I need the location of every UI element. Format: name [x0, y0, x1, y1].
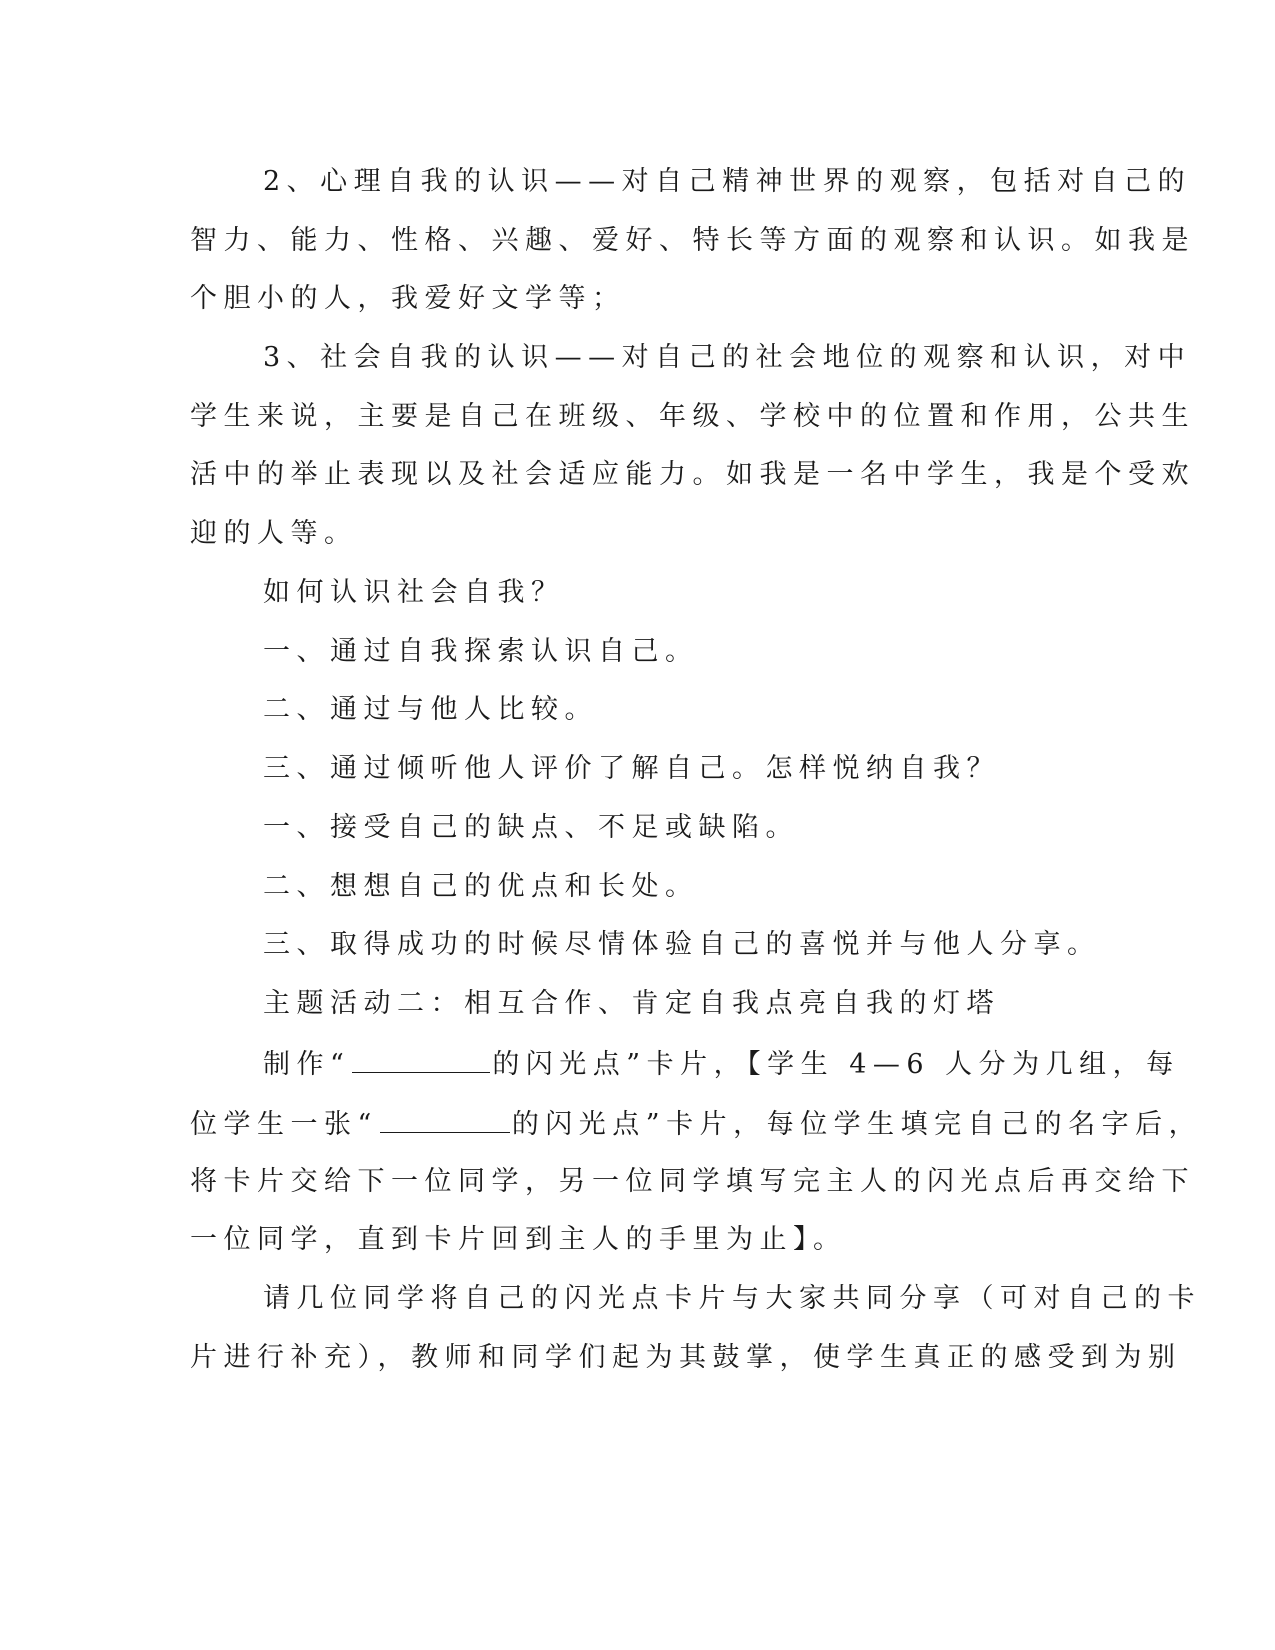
section-heading: 主题活动二：相互合作、肯定自我点亮自我的灯塔: [263, 988, 1000, 1019]
paragraph-line: 个胆小的人，我爱好文学等；: [190, 283, 626, 314]
fill-in-blank: [380, 1106, 510, 1133]
paragraph-line: 学生来说，主要是自己在班级、年级、学校中的位置和作用，公共生: [190, 401, 1195, 432]
paragraph-line: [263, 1046, 1180, 1082]
list-item: 一、接受自己的缺点、不足或缺陷。: [263, 812, 799, 843]
paragraph-line: 请几位同学将自己的闪光点卡片与大家共同分享（可对自己的卡: [263, 1283, 1201, 1314]
list-item: 二、想想自己的优点和长处。: [263, 871, 699, 902]
paragraph-line: 活中的举止表现以及社会适应能力。如我是一名中学生，我是个受欢: [190, 459, 1195, 490]
paragraph-line: 迎的人等。: [190, 518, 358, 549]
list-item: 一、通过自我探索认识自己。: [263, 636, 699, 667]
fill-in-blank: [352, 1046, 490, 1073]
list-item: 三、取得成功的时候尽情体验自己的喜悦并与他人分享。: [263, 929, 1101, 960]
list-item: 二、通过与他人比较。: [263, 694, 598, 725]
paragraph-line: 3、社会自我的认识——对自己的社会地位的观察和认识，对中: [263, 342, 1192, 373]
text-run: 的闪光点”卡片，每位学生填完自己的名字后，: [511, 1109, 1203, 1140]
text-run: 的闪光点”卡片，【学生 4—6 人分为几组，每: [492, 1049, 1180, 1080]
paragraph-line: 智力、能力、性格、兴趣、爱好、特长等方面的观察和认识。如我是: [190, 225, 1195, 256]
paragraph-line: 片进行补充），教师和同学们起为其鼓掌，使学生真正的感受到为别: [190, 1342, 1182, 1373]
paragraph-line: [190, 1106, 1202, 1142]
paragraph-line: 2、心理自我的认识——对自己精神世界的观察，包括对自己的: [263, 166, 1192, 197]
paragraph-line: 将卡片交给下一位同学，另一位同学填写完主人的闪光点后再交给下: [190, 1166, 1195, 1197]
section-heading: 如何认识社会自我？: [263, 577, 565, 608]
paragraph-line: 一位同学，直到卡片回到主人的手里为止】。: [190, 1224, 847, 1255]
list-item: 三、通过倾听他人评价了解自己。怎样悦纳自我？: [263, 753, 1000, 784]
text-run: 位学生一张“: [190, 1109, 378, 1140]
text-run: 制作“: [263, 1049, 351, 1080]
